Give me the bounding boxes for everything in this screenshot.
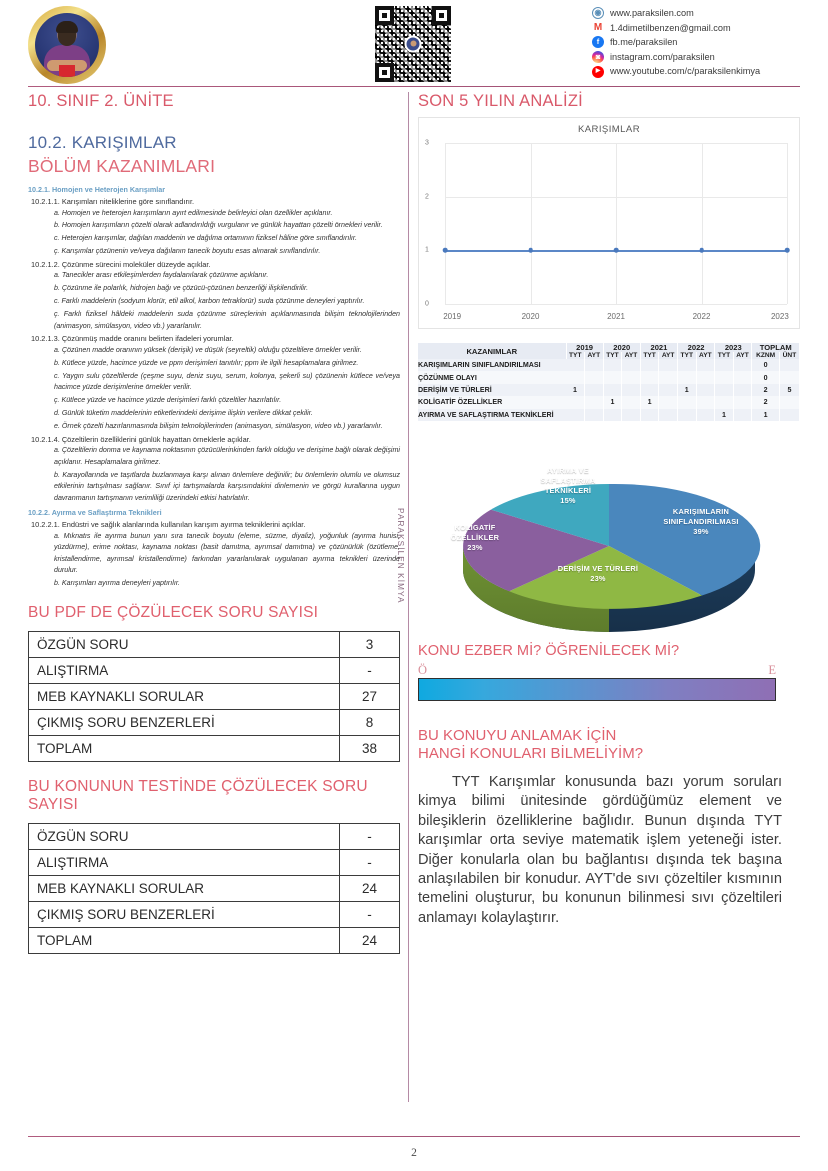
pie-label-value: 23% <box>590 573 606 583</box>
pie-label-karisimlarin-siniflandirilmasi <box>636 507 766 537</box>
subheader-ayt: AYT <box>733 352 752 359</box>
pie-label-value: 39% <box>693 526 709 536</box>
gridline-x <box>702 143 703 304</box>
avatar-ring <box>28 6 106 84</box>
cell <box>585 409 604 421</box>
contact-list <box>592 6 760 79</box>
data-point <box>699 248 704 253</box>
x-tick-label: 2023 <box>770 312 789 321</box>
page-header <box>0 0 828 88</box>
data-point <box>443 248 448 253</box>
x-tick-label: 2021 <box>607 312 625 321</box>
contact-item-youtube[interactable] <box>592 64 760 79</box>
cell: 1 <box>678 384 697 396</box>
cell-kznm: 2 <box>752 396 780 408</box>
header-year-2020: 2020 <box>603 343 640 352</box>
objective-line: a. Mıknatıs ile ayırma bunun yanı sıra tanecik boyutu (eleme, süzme, diyaliz), yoğunluk (ayırma hunisi, yüzdürme), erime noktası, kaynama noktası (basit damıtma, ayrımsal damıtma) ve çözünürlük (özütleme, kristallendirme, ayrımsal kristallendirme) farkından yararlanılarak uygulanan ayırma teknikleri üzerinde durulur. <box>54 531 400 575</box>
avatar <box>28 6 106 84</box>
y-tick-label: 1 <box>425 246 429 254</box>
row-label: KOLİGATİF ÖZELLİKLER <box>418 396 566 408</box>
cell-kznm: 1 <box>752 409 780 421</box>
topic-title: 10.2. KARIŞIMLAR <box>28 133 177 152</box>
row-value: 8 <box>340 709 400 735</box>
cell <box>678 371 697 383</box>
pie-label-value: 23% <box>467 542 483 552</box>
cell <box>640 409 659 421</box>
qr-finder-top-left <box>375 6 394 25</box>
objective-code: 10.2.1.1. Karışımları niteliklerine göre sınıflandırır. <box>31 197 195 206</box>
test-counts-title: BU KONUNUN TESTİNDE ÇÖZÜLECEK SORU SAYISI <box>28 777 368 814</box>
contact-email-text: 1.4dimetilbenzen@gmail.com <box>610 22 731 33</box>
pie-label-text: KOLİGATİF ÖZELLİKLER <box>450 522 500 542</box>
table-row <box>29 876 400 902</box>
qr-center-avatar-icon <box>405 36 422 53</box>
left-column <box>28 92 400 954</box>
cell <box>733 371 752 383</box>
avatar-flag <box>59 65 75 77</box>
objective-line: b. Karayollarında ve taşıtlarda buzlanmaya karşı alınan önlemlere değinilir; bu önlemlerin olumlu ve olumsuz etkilerinin tartışılması sağlanır. Sınıf içi tartışmalarda karşısındakini dinlemenin ve görgü kurallarına uygun davranmanın tartışmanın verimliliği üzerindeki etkisi hatırlatılır. <box>54 470 400 502</box>
cell <box>585 384 604 396</box>
pie-label-koligatif-ozellikler <box>430 523 520 553</box>
header-kazanimlar: KAZANIMLAR <box>418 343 566 359</box>
row-label: ÇIKMIŞ SORU BENZERLERİ <box>29 709 340 735</box>
cell: 1 <box>640 396 659 408</box>
row-label: ÖZGÜN SORU <box>29 631 340 657</box>
cell <box>659 409 678 421</box>
row-label: DERİŞİM VE TÜRLERİ <box>418 384 566 396</box>
header-year-2022: 2022 <box>678 343 715 352</box>
row-value: - <box>340 824 400 850</box>
cell <box>715 371 734 383</box>
qr-finder-top-right <box>432 6 451 25</box>
contact-website-text: www.paraksilen.com <box>610 8 694 18</box>
subheader-ayt: AYT <box>696 352 715 359</box>
row-label: ÖZGÜN SORU <box>29 824 340 850</box>
axis-x <box>445 304 787 305</box>
objectives-title: BÖLÜM KAZANIMLARI <box>28 156 216 176</box>
cell: 1 <box>566 384 585 396</box>
subheader-tyt: TYT <box>640 352 659 359</box>
facebook-icon: f <box>592 36 604 48</box>
row-label: ÇIKMIŞ SORU BENZERLERİ <box>29 902 340 928</box>
ezber-scale <box>418 663 776 701</box>
line-chart-title: KARIŞIMLAR <box>577 124 641 135</box>
objective-group <box>28 508 400 589</box>
row-value: 24 <box>340 876 400 902</box>
objective-line: b. Kütlece yüzde, hacimce yüzde ve ppm derişimleri tanıtılır; ppm ile ilgili hesaplamalara girilmez. <box>54 358 359 367</box>
objective-line: b. Homojen karışımların çözelti olarak adlandırıldığı vurgulanır ve günlük hayattan çözelti örnekleri verilir. <box>54 221 383 230</box>
cell <box>566 396 585 408</box>
page-number: 2 <box>411 1147 417 1159</box>
row-label: ALIŞTIRMA <box>29 657 340 683</box>
objective-line: d. Günlük tüketim maddelerinin etiketlerindeki derişime ilişkin verilere dikkat çekilir. <box>54 409 313 418</box>
youtube-icon: ▶ <box>592 66 604 78</box>
contact-item-email[interactable] <box>592 21 760 36</box>
cell <box>640 371 659 383</box>
objective-line: ç. Kütlece yüzde ve hacimce yüzde derişimleri farklı çözeltiler hazırlatılır. <box>54 396 282 405</box>
objective-line: a. Tanecikler arası etkileşimlerden faydalanılarak çözünme açıklanır. <box>54 271 269 280</box>
table-row <box>29 850 400 876</box>
cell-kznm: 2 <box>752 384 780 396</box>
row-label: KARIŞIMLARIN SINIFLANDIRILMASI <box>418 359 566 371</box>
subheader-ayt: AYT <box>585 352 604 359</box>
table-row <box>29 824 400 850</box>
table-header-row <box>418 343 800 352</box>
cell: 1 <box>715 409 734 421</box>
gridline-x <box>787 143 788 304</box>
objective-code: 10.2.2.1. Endüstri ve sağlık alanlarında kullanılan karışım ayırma tekniklerini açıklar. <box>31 520 306 530</box>
kazanimlar-table <box>418 343 800 421</box>
footer-divider <box>28 1136 800 1137</box>
data-point <box>785 248 790 253</box>
table-row <box>29 683 400 709</box>
cell <box>622 396 641 408</box>
table-row <box>29 709 400 735</box>
row-value: - <box>340 850 400 876</box>
cell <box>622 409 641 421</box>
table-row <box>29 902 400 928</box>
test-counts-table <box>28 823 400 954</box>
table-row <box>418 409 800 421</box>
cell <box>715 384 734 396</box>
cell <box>640 359 659 371</box>
cell <box>733 409 752 421</box>
cell-unt <box>779 371 799 383</box>
contact-facebook-text: fb.me/paraksilen <box>610 37 678 48</box>
header-year-2019: 2019 <box>566 343 603 352</box>
subheader-tyt: TYT <box>678 352 697 359</box>
table-row <box>29 928 400 954</box>
cell-kznm: 0 <box>752 359 780 371</box>
row-label: ALIŞTIRMA <box>29 850 340 876</box>
prereq-title-line2: HANGİ KONULARI BİLMELİYİM? <box>418 744 644 762</box>
globe-icon: ◉ <box>592 7 604 19</box>
objective-group <box>28 185 400 504</box>
prereq-title <box>418 727 800 763</box>
avatar-hair <box>56 21 78 33</box>
cell <box>696 396 715 408</box>
avatar-photo <box>35 13 99 77</box>
objective-code: 10.2.1.2. Çözünme sürecini moleküler düzeyde açıklar. <box>31 259 211 269</box>
cell <box>622 371 641 383</box>
gmail-icon: M <box>593 21 603 33</box>
table-row <box>29 657 400 683</box>
cell <box>585 371 604 383</box>
subheader-kznm: KZNM <box>752 352 780 359</box>
data-point <box>614 248 619 253</box>
cell <box>603 409 622 421</box>
cell <box>566 371 585 383</box>
cell-unt: 5 <box>779 384 799 396</box>
cell <box>733 384 752 396</box>
unit-title: 10. SINIF 2. ÜNİTE <box>28 92 174 110</box>
cell <box>696 359 715 371</box>
ezber-gradient-bar <box>418 678 776 701</box>
contact-youtube-text: www.youtube.com/c/paraksilenkimya <box>610 66 761 77</box>
objective-line: a. Homojen ve heterojen karışımların ayırt edilmesinde belirleyici olan özellikler açıklanır. <box>54 208 333 217</box>
row-label: TOPLAM <box>29 735 340 761</box>
row-label: AYIRMA VE SAFLAŞTIRMA TEKNİKLERİ <box>418 409 566 421</box>
contact-item-website[interactable] <box>592 6 760 21</box>
cell <box>659 359 678 371</box>
x-tick-label: 2022 <box>692 312 711 321</box>
subheader-ayt: AYT <box>659 352 678 359</box>
objective-code: 10.2.1.4. Çözeltilerin özelliklerini günlük hayattan örneklerle açıklar. <box>31 434 251 444</box>
cell <box>603 371 622 383</box>
right-column <box>418 92 800 928</box>
objective-line: e. Örnek çözelti hazırlanmasında bilişim teknolojilerinden (animasyon, simülasyon, video vb.) yararlanılır. <box>54 422 383 431</box>
cell <box>733 396 752 408</box>
objective-line: a. Çözünen madde oranının yüksek (derişik) ve düşük (seyreltik) olduğu çözeltilere örnekler verilir. <box>54 345 362 354</box>
cell <box>659 371 678 383</box>
qr-finder-bottom-left <box>375 63 394 82</box>
header-year-2023: 2023 <box>715 343 752 352</box>
table-row <box>418 396 800 408</box>
ezber-end-label: E <box>768 662 776 677</box>
cell <box>678 359 697 371</box>
cell-unt <box>779 396 799 408</box>
contact-item-instagram[interactable] <box>592 50 760 65</box>
row-label: ÇÖZÜNME OLAYI <box>418 371 566 383</box>
analysis-title: SON 5 YILIN ANALİZİ <box>418 92 583 110</box>
header-divider <box>28 86 800 87</box>
y-tick-label: 0 <box>425 300 429 308</box>
prereq-title-line1: BU KONUYU ANLAMAK İÇİN <box>418 726 617 744</box>
objective-line: a. Çözeltilerin donma ve kaynama noktasının çözücülerinkinden farklı olduğu ve derişime bağlı olarak değişimi açıklanır. Hesaplamalara girilmez. <box>54 446 400 466</box>
objective-code: 10.2.1.3. Çözünmüş madde oranını belirten ifadeleri yorumlar. <box>31 334 234 344</box>
header-toplam: TOPLAM <box>752 343 800 352</box>
pie-label-ayirma-ve-saflastirma-teknikleri <box>522 466 614 506</box>
table-row <box>29 735 400 761</box>
header-year-2021: 2021 <box>640 343 677 352</box>
cell: 1 <box>603 396 622 408</box>
objective-line: c. Farklı maddelerin (sodyum klorür, etil alkol, karbon tetraklorür) suda çözünme deneyleri yaptırılır. <box>54 297 365 306</box>
cell-unt <box>779 359 799 371</box>
x-tick-label: 2019 <box>443 312 462 321</box>
row-label: MEB KAYNAKLI SORULAR <box>29 876 340 902</box>
row-value: - <box>340 657 400 683</box>
axis-y <box>445 143 446 304</box>
cell <box>603 359 622 371</box>
column-divider <box>408 92 409 1102</box>
subheader-tyt: TYT <box>715 352 734 359</box>
x-tick-label: 2020 <box>521 312 540 321</box>
subheader-ayt: AYT <box>622 352 641 359</box>
cell <box>659 396 678 408</box>
cell-kznm: 0 <box>752 371 780 383</box>
pie-label-text: AYIRMA VE SAFLAŞTIRMA TEKNİKLERİ <box>540 465 596 495</box>
cell <box>640 384 659 396</box>
data-point <box>528 248 533 253</box>
objective-line: b. Çözünme ile polarlık, hidrojen bağı ve çözücü-çözünen benzerliği ilişkilendirilir. <box>54 284 309 293</box>
row-value: 3 <box>340 631 400 657</box>
row-value: 24 <box>340 928 400 954</box>
cell <box>622 359 641 371</box>
objective-line: c. Yaygın sulu çözeltilerde (çeşme suyu, deniz suyu, serum, kolonya, şekerli su) çözünenin kütlece ve/veya hacimce yüzde derişimlerine örnekler verilir. <box>54 371 400 392</box>
qr-matrix <box>375 6 451 82</box>
cell <box>566 359 585 371</box>
gridline-x <box>616 143 617 304</box>
cell <box>696 371 715 383</box>
instagram-icon: ◙ <box>592 51 604 63</box>
line-chart <box>418 117 800 329</box>
prereq-paragraph: TYT Karışımlar konusunda bazı yorum soruları kimya bilimi ünitesinde gördüğümüz element ve bileşiklerin özelliklerine bağlıdır. Bunun dışında TYT karışımlar orta seviye matematik işlem yeteneği ister. Diğer konularla olan bu bağlantısı dışında tek başına anlaşılabilen bir konudur. AYT'de sıvı çözeltiler kısmının temelini oluşturur, bu konunun bilinmesi sıvı çözeltileri anlamayı kolaylaştırır. <box>418 773 782 926</box>
cell <box>696 384 715 396</box>
y-tick-label: 2 <box>425 193 429 201</box>
objective-line: ç. Karışımlar çözünenin ve/veya dağılanın tanecik boyutu esas alınarak sınıflandırılır. <box>54 247 321 256</box>
row-label: TOPLAM <box>29 928 340 954</box>
contact-item-facebook[interactable] <box>592 35 760 50</box>
qr-code-icon <box>375 6 451 82</box>
subheader-unt: ÜNT <box>779 352 799 359</box>
cell <box>715 396 734 408</box>
table-row <box>418 384 800 396</box>
ezber-title: KONU EZBER Mİ? ÖĞRENİLECEK Mİ? <box>418 642 680 659</box>
objective-line: b. Karışımları ayırma deneyleri yaptırılır. <box>54 579 180 588</box>
objective-line: c. Heterojen karışımlar, dağılan maddenin ve dağılma ortamının fiziksel hâline göre sınıflandırılır. <box>54 234 357 243</box>
objective-line: ç. Farklı fiziksel hâldeki maddelerin suda çözünme süreçlerinin açıklanmasında bilişim teknolojilerinden (animasyon, simülasyon, video vb.) yararlanılır. <box>54 310 400 330</box>
cell <box>585 396 604 408</box>
pie-chart <box>418 427 800 637</box>
row-label: MEB KAYNAKLI SORULAR <box>29 683 340 709</box>
row-value: 27 <box>340 683 400 709</box>
y-tick-label: 3 <box>425 139 429 147</box>
cell <box>622 384 641 396</box>
contact-instagram-text: instagram.com/paraksilen <box>610 51 715 62</box>
cell <box>696 409 715 421</box>
objective-subheading: 10.2.1. Homojen ve Heterojen Karışımlar <box>28 185 166 194</box>
cell <box>603 384 622 396</box>
row-value: 38 <box>340 735 400 761</box>
objective-subheading: 10.2.2. Ayırma ve Saflaştırma Teknikleri <box>28 508 162 518</box>
subheader-tyt: TYT <box>566 352 585 359</box>
ezber-start-label: Ö <box>418 662 428 677</box>
gridline-x <box>531 143 532 304</box>
cell <box>659 384 678 396</box>
line-chart-plot <box>425 139 789 321</box>
cell <box>678 409 697 421</box>
table-row <box>418 371 800 383</box>
cell <box>585 359 604 371</box>
watermark-text: PARAKSİLEN KİMYA <box>396 508 405 604</box>
kazanimlar-table-wrap <box>418 343 800 421</box>
ezber-scale-ends <box>418 663 776 678</box>
table-row <box>29 631 400 657</box>
cell-unt <box>779 409 799 421</box>
pie-label-derisim-ve-turleri <box>543 564 653 584</box>
pie-label-text: DERİŞİM VE TÜRLERİ <box>557 563 639 573</box>
pdf-counts-title: BU PDF DE ÇÖZÜLECEK SORU SAYISI <box>28 603 319 621</box>
table-row <box>418 359 800 371</box>
pie-label-text: KARIŞIMLARIN SINIFLANDIRILMASI <box>663 506 739 526</box>
subheader-tyt: TYT <box>603 352 622 359</box>
cell <box>678 396 697 408</box>
cell <box>733 359 752 371</box>
pie-label-value: 15% <box>560 495 576 505</box>
cell <box>715 359 734 371</box>
row-value: - <box>340 902 400 928</box>
pdf-counts-table <box>28 631 400 762</box>
cell <box>566 409 585 421</box>
